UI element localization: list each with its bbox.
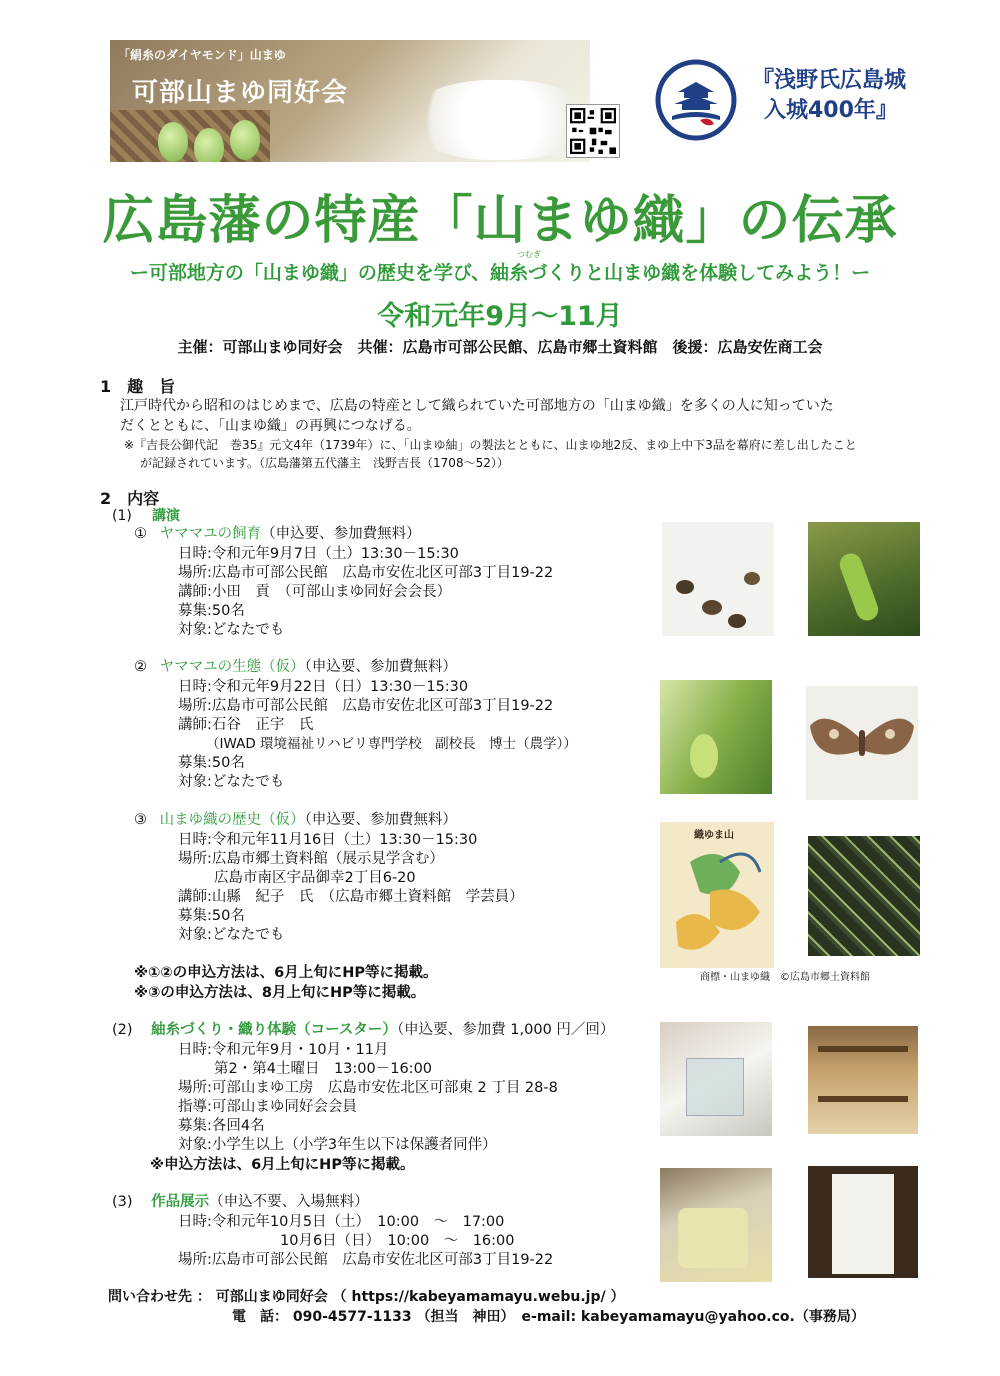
cocoon-image (158, 122, 188, 162)
anniversary-line1: 『浅野氏広島城 (752, 68, 907, 93)
sub2-place: 場所:可部山まゆ工房 広島市安佐北区可部東 2 丁目 28-8 (178, 1080, 558, 1096)
lecture1-title: ヤママユの飼育 (159, 526, 262, 542)
anniversary-text (752, 66, 906, 126)
lecture3-target: 対象:どなたでも (178, 927, 285, 943)
sub3-date2: 10月6日（日） 10:00 ～ 16:00 (280, 1233, 515, 1249)
sub2-apply: ※申込方法は、6月上旬にHP等に掲載。 (150, 1157, 415, 1173)
castle-crest-icon (654, 58, 738, 142)
photo-cocoons-on-leaves (660, 680, 772, 794)
lecture1-lecturer: 講師:小田 貢 （可部山まゆ同好会会長） (178, 584, 452, 600)
lecture3-title: 山まゆ織の歴史（仮） (159, 812, 305, 828)
sub3-number: (3) (112, 1194, 133, 1210)
anniversary-line2: 入城400年』 (764, 98, 898, 123)
photo-kimono (808, 1166, 918, 1278)
lecture3-note: （申込要、参加費無料） (304, 812, 457, 828)
lecture1-line (134, 525, 421, 545)
section2-heading: 2 内容 (100, 489, 160, 508)
lecture3-date: 日時:令和元年11月16日（土）13:30－15:30 (178, 832, 478, 848)
sub2-guide: 指導:可部山まゆ同好会会員 (178, 1099, 357, 1115)
contact-line1: 問い合わせ先 ： 可部山まゆ同好会 （ https://kabeyamamayu.webu.jp/ ） (108, 1289, 625, 1305)
banner-tag: 「絹糸のダイヤモンド」山まゆ (118, 48, 286, 62)
header-banner (110, 40, 590, 162)
sub3-note: （申込不要、入場無料） (209, 1194, 369, 1210)
sub2-note: （申込要、参加費 1,000 円／回） (396, 1022, 615, 1038)
lecture1-target: 対象:どなたでも (178, 622, 285, 638)
lecture3-lecturer: 講師:山縣 紀子 氏 （広島市郷土資料館 学芸員） (178, 889, 524, 905)
section1-text-line2: だくとともに、「山まゆ織」の再興につなげる。 (120, 418, 421, 434)
contact-line2: 電 話： 090-4577-1133 （担当 神田） e-mail: kabeyamamayu@yahoo.co.（事務局） (232, 1309, 865, 1325)
lecture3-capacity: 募集:50名 (178, 908, 245, 924)
section1-heading: 1 趣 旨 (100, 377, 176, 396)
photo-eggs (662, 522, 774, 636)
sub3-line (112, 1193, 369, 1213)
lecture2-lecturer: 講師:石谷 正宇 氏 (178, 717, 314, 733)
lecture2-capacity: 募集:50名 (178, 755, 245, 771)
sponsors-line: 主催：可部山まゆ同好会 共催：広島市可部公民館、広島市郷土資料館 後援：広島安佐商工会 (177, 338, 823, 356)
lecture1-note: （申込要、参加費無料） (261, 526, 421, 542)
lecture2-number: ② (134, 659, 147, 675)
cocoon-image (194, 128, 224, 162)
silk-fluff-image (410, 80, 590, 160)
subtitle: ー可部地方の「山まゆ織」の歴史を学び、紬糸づくりと山まゆ織を体験してみよう！ー (129, 262, 871, 284)
photo-moth (806, 686, 918, 800)
cocoon-image (230, 120, 260, 160)
main-title: 広島藩の特産「山まゆ織」の伝承 (102, 191, 898, 251)
apply-note-2: ※③の申込方法は、8月上旬にHP等に掲載。 (134, 985, 426, 1001)
lecture1-place: 場所:広島市可部公民館 広島市安佐北区可部3丁目19-22 (178, 565, 554, 581)
section1-note-line1: ※『吉長公御代記 巻35』元文4年（1739年）に、「山まゆ紬」の製法とともに、山まゆ地2反、まゆ上中下3品を幕府に差し出したこと (124, 438, 857, 452)
photo-exhibit-cloth (660, 1168, 772, 1282)
sub3-heading: 作品展示 (151, 1194, 210, 1210)
sub2-date: 日時:令和元年9月・10月・11月 (178, 1042, 389, 1058)
lecture1-number: ① (134, 526, 147, 542)
photo-loom (808, 1026, 918, 1134)
sub1-heading: 講演 (152, 508, 180, 524)
sub2-line (112, 1021, 614, 1041)
subtitle-ruby: つむぎ (517, 250, 541, 259)
sub2-number: (2) (112, 1022, 133, 1038)
qr-code-icon[interactable] (566, 104, 620, 158)
sub3-place: 場所:広島市可部公民館 広島市安佐北区可部3丁目19-22 (178, 1252, 554, 1268)
lecture2-target: 対象:どなたでも (178, 774, 285, 790)
photo-spinning (660, 1022, 772, 1136)
photo-caption: 商標・山まゆ織 ©広島市郷土資料館 (700, 972, 870, 983)
lecture2-line (134, 658, 457, 678)
lecture1-capacity: 募集:50名 (178, 603, 245, 619)
apply-note-1: ※①②の申込方法は、6月上旬にHP等に掲載。 (134, 965, 438, 981)
lecture2-lecturer-affiliation: （IWAD 環境福祉リハビリ専門学校 副校長 博士（農学）） (206, 736, 577, 752)
photo-woven-fabric (808, 836, 920, 956)
section1-text-line1: 江戸時代から昭和のはじめまで、広島の特産として織られていた可部地方の「山まゆ織」を多くの人に知っていた (120, 398, 834, 414)
lecture2-date: 日時:令和元年9月22日（日）13:30－15:30 (178, 679, 469, 695)
sub2-date2: 第2・第4土曜日 13:00－16:00 (214, 1061, 433, 1077)
event-period: 令和元年9月～11月 (377, 301, 623, 332)
lecture3-place-address: 広島市南区宇品御幸2丁目6-20 (214, 870, 416, 886)
lecture3-number: ③ (134, 812, 147, 828)
banner-group-name: 可部山まゆ同好会 (132, 78, 349, 108)
label-tag-text: 織ゆま山 (694, 830, 734, 841)
lecture2-place: 場所:広島市可部公民館 広島市安佐北区可部3丁目19-22 (178, 698, 554, 714)
lecture1-date: 日時:令和元年9月7日（土）13:30－15:30 (178, 546, 459, 562)
lecture3-place: 場所:広島市郷土資料館（展示見学含む） (178, 851, 444, 867)
sub2-capacity: 募集:各回4名 (178, 1118, 265, 1134)
sub2-target: 対象:小学生以上（小学3年生以下は保護者同伴） (178, 1137, 497, 1153)
lecture2-title: ヤママユの生態（仮） (159, 659, 305, 675)
photo-trademark-label (660, 822, 774, 968)
section1-note-line2: が記録されています。（広島藩第五代藩主 浅野吉長（1708～52）） (140, 456, 509, 470)
sub1-number: (1) (112, 508, 132, 524)
photo-caterpillar (808, 522, 920, 636)
lecture2-note: （申込要、参加費無料） (304, 659, 457, 675)
sub3-date: 日時:令和元年10月5日（土） 10:00 ～ 17:00 (178, 1214, 505, 1230)
lecture3-line (134, 811, 457, 831)
sub2-heading: 紬糸づくり・織り体験（コースター） (151, 1022, 397, 1038)
